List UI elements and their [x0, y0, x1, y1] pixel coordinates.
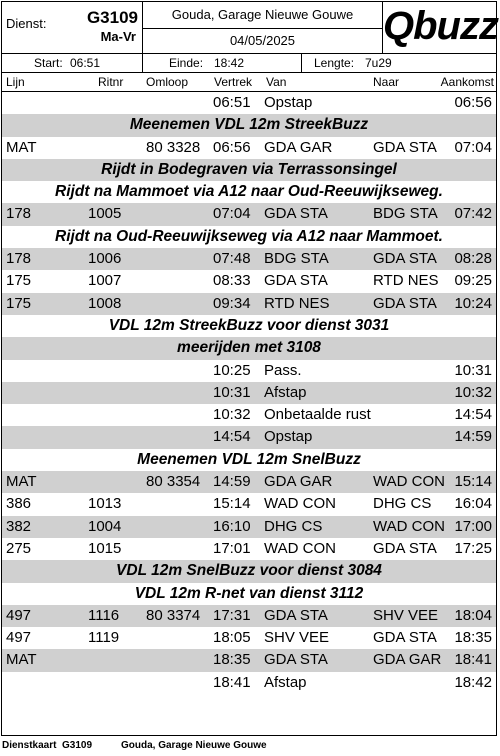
trip-row — [2, 426, 496, 448]
note-row — [2, 181, 496, 203]
note-row — [2, 449, 496, 471]
footer-label: Dienstkaart — [2, 740, 57, 751]
row-van: Pass. — [264, 361, 302, 379]
trip-row — [2, 203, 496, 225]
dienst-box — [2, 2, 143, 54]
note-text: Meenemen VDL 12m SnelBuzz — [137, 450, 361, 468]
row-van: DHG CS — [264, 517, 323, 535]
row-aankomst: 18:35 — [454, 629, 492, 647]
row-van: GDA STA — [264, 651, 328, 669]
row-aankomst: 16:04 — [454, 495, 492, 513]
row-ritnr: 1005 — [88, 205, 122, 223]
time-summary — [2, 54, 496, 72]
card-date: 04/05/2025 — [229, 33, 296, 48]
row-aankomst: 10:32 — [454, 383, 492, 401]
row-van: WAD CON — [264, 539, 336, 557]
trip-row — [2, 382, 496, 404]
note-row — [2, 337, 496, 359]
row-aankomst: 14:54 — [454, 406, 492, 424]
row-lijn: 497 — [6, 629, 32, 647]
row-ritnr: 1119 — [88, 629, 120, 647]
row-ritnr: 1015 — [88, 539, 122, 557]
trip-row — [2, 471, 496, 493]
row-van: Afstap — [264, 673, 307, 691]
note-row — [2, 159, 496, 181]
column-header — [2, 72, 496, 92]
row-lijn: 175 — [6, 272, 32, 290]
row-ritnr: 1007 — [88, 272, 122, 290]
note-text: VDL 12m SnelBuzz voor dienst 3084 — [116, 562, 382, 580]
row-vertrek: 18:05 — [213, 629, 251, 647]
row-naar: WAD CON — [373, 473, 445, 491]
row-aankomst: 15:14 — [454, 473, 492, 491]
row-naar: GDA STA — [373, 539, 437, 557]
trip-row — [2, 672, 496, 694]
row-naar: GDA STA — [373, 250, 437, 268]
note-row — [2, 583, 496, 605]
trip-row — [2, 404, 496, 426]
row-aankomst: 10:31 — [454, 361, 492, 379]
row-lijn: 382 — [6, 517, 32, 535]
trip-row — [2, 538, 496, 560]
trip-row — [2, 649, 496, 671]
trip-row — [2, 493, 496, 515]
row-van: GDA GAR — [264, 138, 333, 156]
row-aankomst: 18:41 — [454, 651, 492, 669]
row-naar: RTD NES — [373, 272, 439, 290]
row-lijn: 178 — [6, 250, 32, 268]
row-vertrek: 10:32 — [213, 406, 251, 424]
row-omloop: 80 3354 — [146, 473, 201, 491]
footer-code: G3109 — [62, 740, 93, 751]
trip-list — [2, 92, 496, 694]
einde-value: 18:42 — [214, 56, 245, 70]
row-aankomst: 08:28 — [454, 250, 492, 268]
note-text: Meenemen VDL 12m StreekBuzz — [129, 116, 369, 134]
row-aankomst: 17:00 — [454, 517, 492, 535]
row-aankomst: 09:25 — [454, 272, 492, 290]
row-van: GDA STA — [264, 205, 328, 223]
note-text: VDL 12m StreekBuzz voor dienst 3031 — [108, 316, 390, 334]
row-van: RTD NES — [264, 294, 330, 312]
start-label: Start: — [34, 56, 63, 70]
row-lijn: MAT — [6, 473, 37, 491]
row-vertrek: 10:31 — [213, 383, 251, 401]
dienst-label: Dienst: — [6, 16, 47, 31]
note-row — [2, 114, 496, 136]
logo-box — [383, 2, 496, 54]
note-row — [2, 315, 496, 337]
row-naar: GDA STA — [373, 138, 437, 156]
note-text: Rijdt na Mammoet via A12 naar Oud-Reeuwijkseweg. — [55, 183, 443, 201]
row-lijn: 175 — [6, 294, 32, 312]
row-vertrek: 07:48 — [213, 250, 251, 268]
row-ritnr: 1013 — [88, 495, 122, 513]
row-vertrek: 18:35 — [213, 651, 251, 669]
note-text: VDL 12m R-net van dienst 3112 — [134, 584, 364, 602]
trip-row — [2, 627, 496, 649]
row-van: Afstap — [264, 383, 307, 401]
row-aankomst: 18:04 — [454, 606, 492, 624]
row-lijn: MAT — [6, 651, 37, 669]
row-naar: GDA GAR — [373, 651, 442, 669]
row-vertrek: 10:25 — [213, 361, 251, 379]
note-text: meerijden met 3108 — [177, 339, 321, 357]
row-aankomst: 17:25 — [454, 539, 492, 557]
location-box — [143, 2, 383, 54]
start-value: 06:51 — [70, 56, 101, 70]
qbuzz-logo: Qbuzz — [383, 4, 498, 48]
row-naar: SHV VEE — [373, 606, 439, 624]
row-aankomst: 07:04 — [454, 138, 492, 156]
col-aankomst: Aankomst — [440, 75, 494, 89]
trip-row — [2, 92, 496, 114]
col-ritnr: Ritnr — [98, 75, 124, 89]
trip-row — [2, 293, 496, 315]
trip-row — [2, 360, 496, 382]
row-omloop: 80 3374 — [146, 606, 201, 624]
trip-row — [2, 605, 496, 627]
einde-label: Einde: — [169, 56, 204, 70]
row-aankomst: 18:42 — [454, 673, 492, 691]
row-vertrek: 06:51 — [213, 94, 251, 111]
row-naar: DHG CS — [373, 495, 432, 513]
row-vertrek: 17:31 — [213, 606, 251, 624]
row-vertrek: 07:04 — [213, 205, 251, 223]
row-vertrek: 17:01 — [213, 539, 251, 557]
trip-row — [2, 248, 496, 270]
row-ritnr: 1006 — [88, 250, 122, 268]
trip-row — [2, 137, 496, 159]
trip-row — [2, 516, 496, 538]
row-lijn: 497 — [6, 606, 32, 624]
row-ritnr: 1116 — [88, 606, 120, 624]
row-vertrek: 15:14 — [213, 495, 251, 513]
row-vertrek: 18:41 — [213, 673, 251, 691]
row-lijn: 386 — [6, 495, 32, 513]
note-text: Rijdt in Bodegraven via Terrassonsingel — [101, 160, 397, 178]
row-aankomst: 07:42 — [454, 205, 492, 223]
lengte-label: Lengte: — [314, 56, 355, 70]
row-vertrek: 08:33 — [213, 272, 251, 290]
row-naar: GDA STA — [373, 294, 437, 312]
row-van: Opstap — [264, 428, 313, 446]
note-row — [2, 560, 496, 582]
lengte-value: 7u29 — [365, 56, 392, 70]
row-van: Onbetaalde rust — [264, 406, 371, 424]
row-aankomst: 14:59 — [454, 428, 492, 446]
location-name: Gouda, Garage Nieuwe Gouwe — [143, 2, 382, 29]
row-aankomst: 06:56 — [454, 94, 492, 111]
row-aankomst: 10:24 — [454, 294, 492, 312]
row-vertrek: 14:54 — [213, 428, 251, 446]
row-van: GDA STA — [264, 606, 328, 624]
row-vertrek: 16:10 — [213, 517, 251, 535]
row-naar: WAD CON — [373, 517, 445, 535]
row-van: GDA GAR — [264, 473, 333, 491]
col-vertrek: Vertrek — [214, 75, 253, 89]
row-van: GDA STA — [264, 272, 328, 290]
note-text: Rijdt na Oud-Reeuwijkseweg via A12 naar Mammoet. — [55, 227, 443, 245]
row-van: SHV VEE — [264, 629, 330, 647]
row-vertrek: 06:56 — [213, 138, 251, 156]
row-naar: BDG STA — [373, 205, 438, 223]
dienst-code: G3109 — [86, 8, 138, 27]
trip-row — [2, 270, 496, 292]
col-omloop: Omloop — [146, 75, 189, 89]
note-row — [2, 226, 496, 248]
card-header — [2, 2, 496, 54]
row-lijn: 178 — [6, 205, 32, 223]
row-lijn: MAT — [6, 138, 37, 156]
dienst-days: Ma-Vr — [100, 29, 136, 44]
col-lijn: Lijn — [6, 75, 25, 89]
row-ritnr: 1004 — [88, 517, 122, 535]
row-vertrek: 14:59 — [213, 473, 251, 491]
row-ritnr: 1008 — [88, 294, 122, 312]
row-vertrek: 09:34 — [213, 294, 251, 312]
duty-card — [1, 1, 497, 736]
col-van: Van — [266, 75, 287, 89]
row-van: BDG STA — [264, 250, 329, 268]
row-van: WAD CON — [264, 495, 336, 513]
col-naar: Naar — [373, 75, 400, 89]
footer-location: Gouda, Garage Nieuwe Gouwe — [121, 740, 267, 751]
row-van: Opstap — [264, 94, 313, 111]
row-omloop: 80 3328 — [146, 138, 201, 156]
row-naar: GDA STA — [373, 629, 437, 647]
row-lijn: 275 — [6, 539, 32, 557]
